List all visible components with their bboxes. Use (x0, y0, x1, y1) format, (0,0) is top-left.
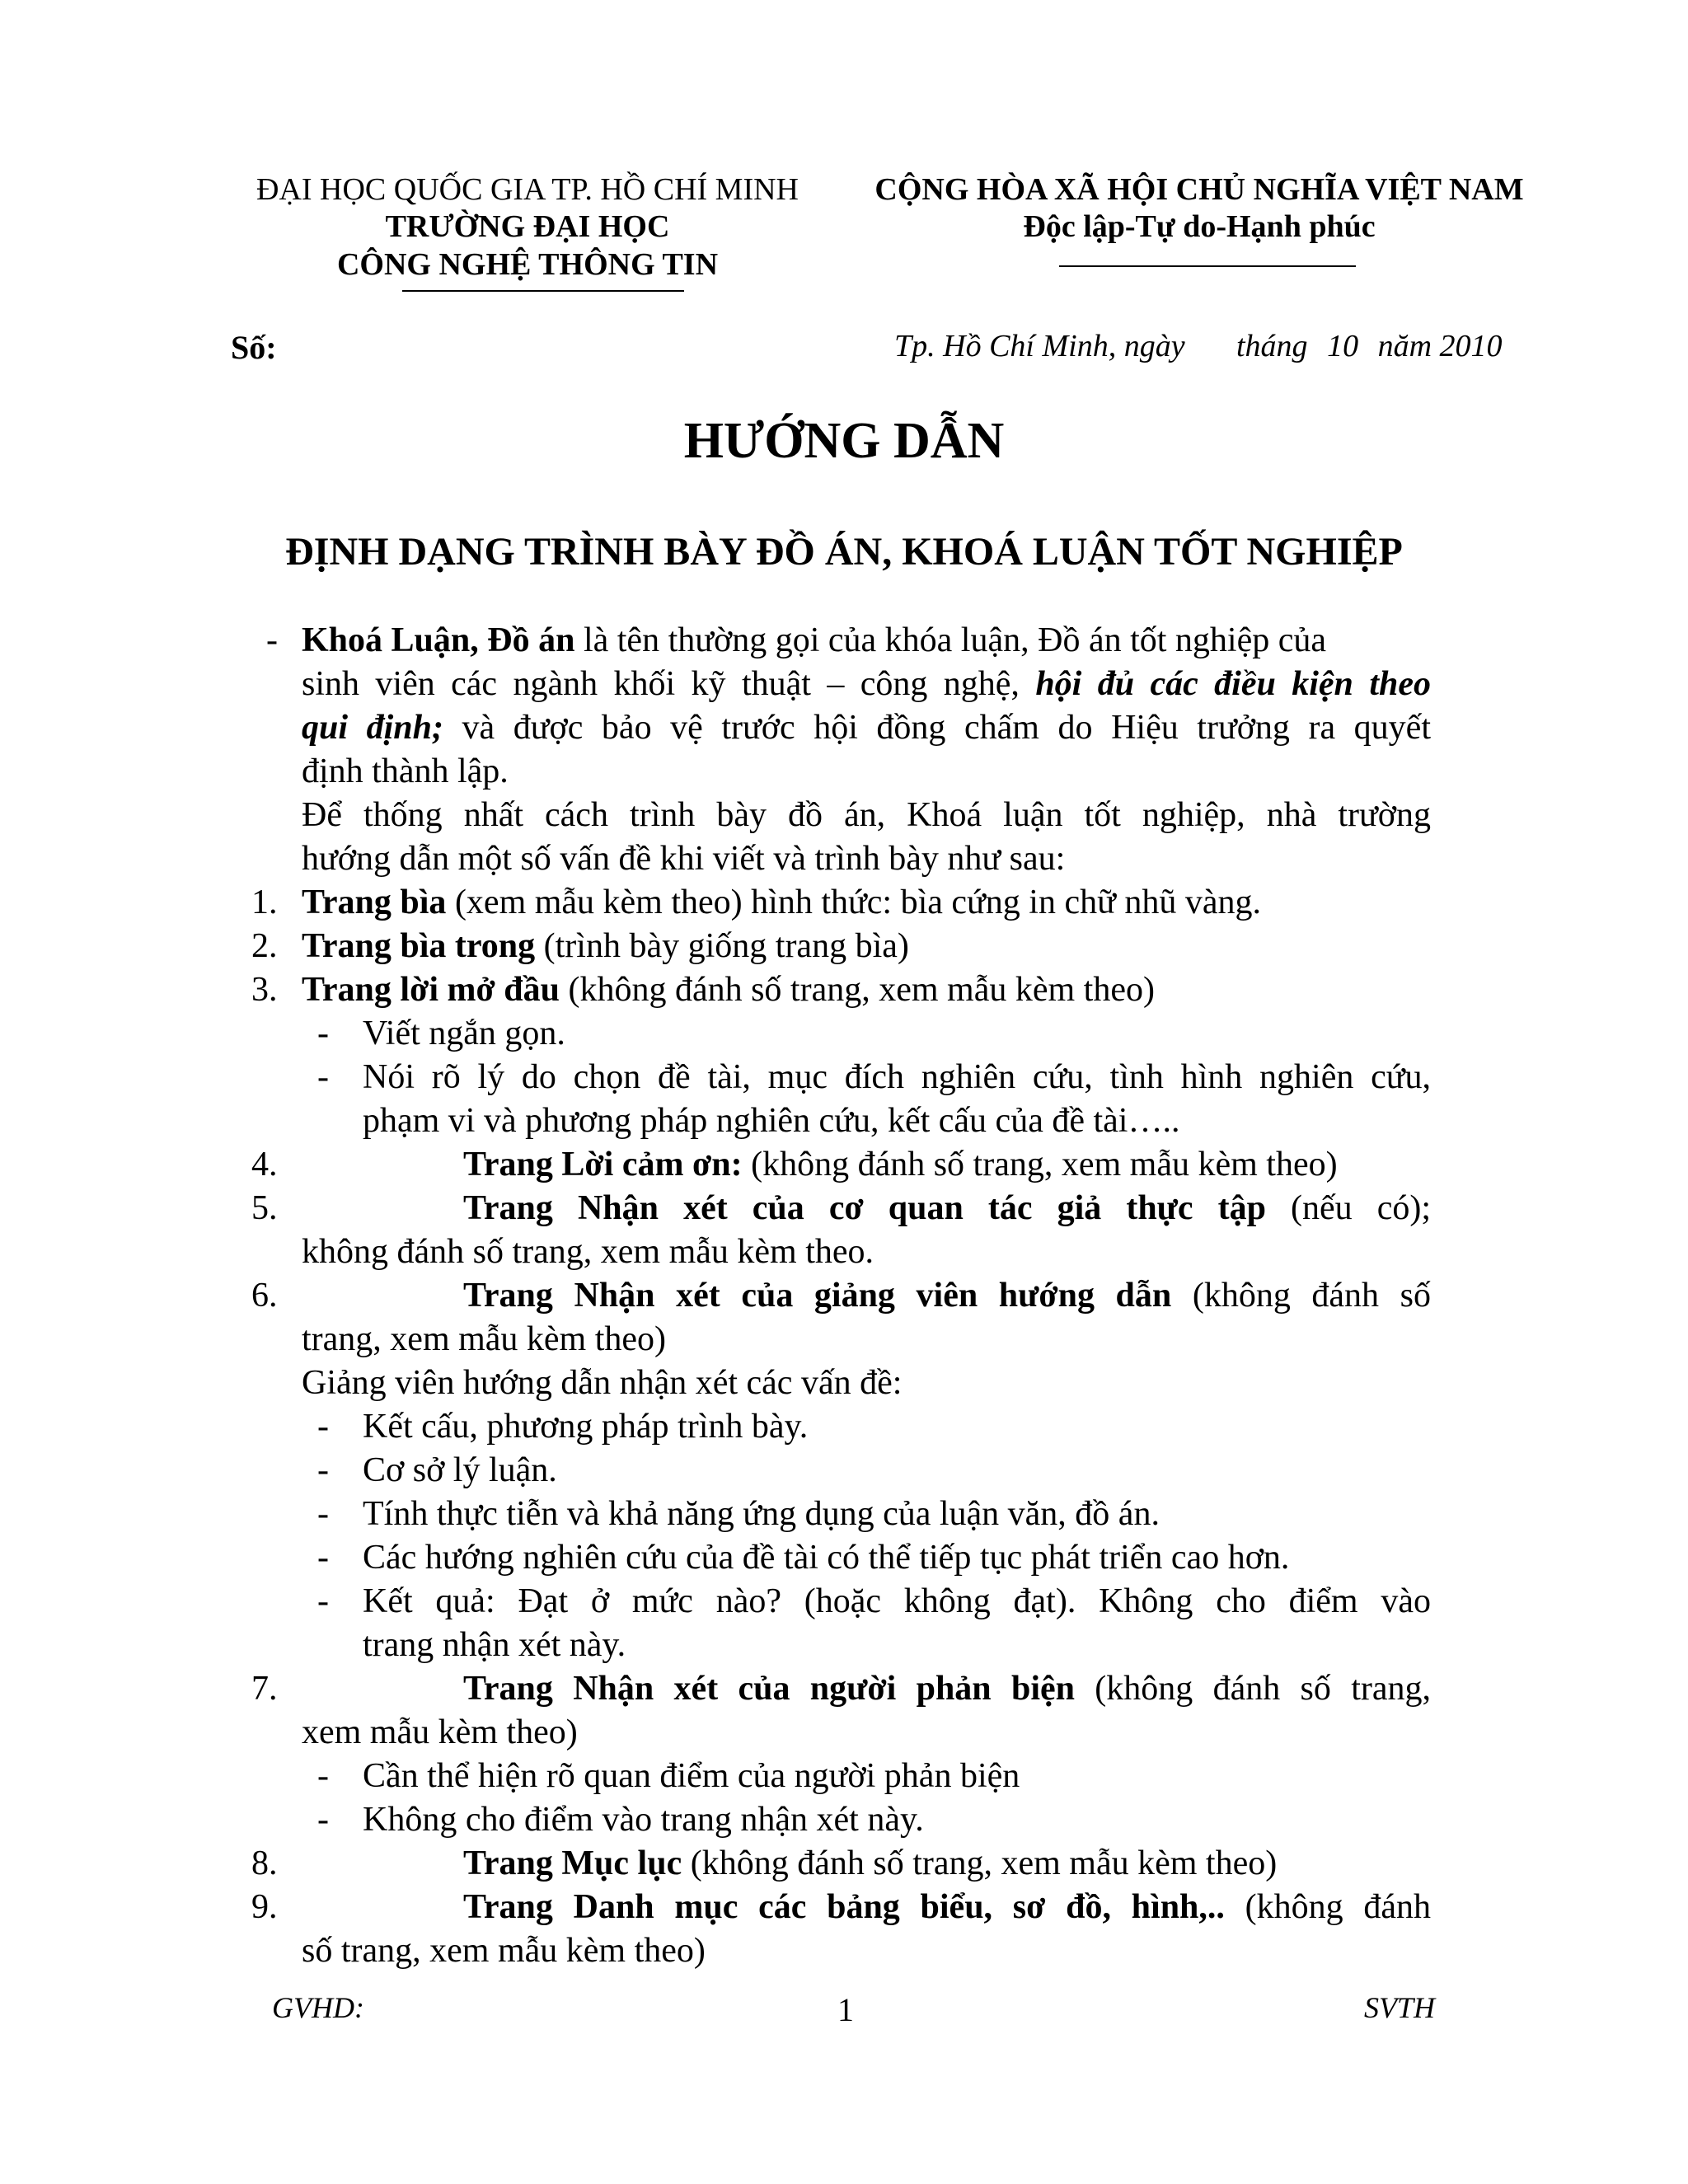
item-7-sub-2-dash: - (317, 1801, 329, 1839)
item-2-number: 2. (251, 927, 278, 965)
item-1-line (302, 881, 1261, 925)
intro-emphasis-1: hội đủ các điều kiện theo (1035, 665, 1431, 703)
item-6-sub-1-dash: - (317, 1408, 329, 1446)
item-3-sub-2: Nói rõ lý do chọn đề tài, mục đích nghiên cứu, tình hình nghiên cứu, (363, 1058, 1431, 1096)
left-header-rule (402, 290, 684, 292)
item-3-sub-3: phạm vi và phương pháp nghiên cứu, kết cấu của đề tài….. (363, 1102, 1180, 1140)
item-7-sub-1-dash: - (317, 1757, 329, 1795)
month-value: 10 (1327, 329, 1359, 363)
item-3-number: 3. (251, 971, 278, 1009)
item-7-text: (không đánh số trang, (1075, 1670, 1431, 1708)
item-4-heading: Trang Lời cảm ơn: (463, 1146, 743, 1183)
intro-text-2: sinh viên các ngành khối kỹ thuật – công nghệ, (302, 665, 1036, 703)
school-name-line1: TRƯỜNG ĐẠI HỌC (385, 209, 670, 244)
item-6-line (463, 1274, 1431, 1318)
item-3-sub-1-dash: - (317, 1015, 329, 1052)
right-header-rule (1059, 265, 1356, 267)
item-8-number: 8. (251, 1844, 278, 1882)
item-5-continuation: không đánh số trang, xem mẫu kèm theo. (302, 1233, 874, 1271)
item-6-sub-6: trang nhận xét này. (363, 1626, 626, 1664)
year-value: 2010 (1439, 329, 1503, 363)
item-7-sub-1: Cần thể hiện rõ quan điểm của người phản biện (363, 1757, 1020, 1795)
place-date (894, 328, 1185, 364)
document-subtitle: ĐỊNH DẠNG TRÌNH BÀY ĐỒ ÁN, KHOÁ LUẬN TỐT NGHIỆP (285, 530, 1403, 574)
intro-line-6: hướng dẫn một số vấn đề khi viết và trình bày như sau: (302, 840, 1066, 878)
item-4-number: 4. (251, 1146, 278, 1183)
item-6-lead: Giảng viên hướng dẫn nhận xét các vấn đề: (302, 1364, 903, 1402)
item-9-line (463, 1886, 1431, 1929)
page-number: 1 (837, 1991, 854, 2028)
item-7-continuation: xem mẫu kèm theo) (302, 1713, 578, 1751)
item-6-text: (không đánh số (1171, 1277, 1431, 1315)
intro-line-2 (302, 663, 1431, 706)
document-title: HƯỚNG DẪN (683, 413, 1005, 469)
item-6-sub-5-dash: - (317, 1582, 329, 1620)
item-9-number: 9. (251, 1888, 278, 1926)
footer-student-label: SVTH (1364, 1991, 1436, 2024)
intro-emphasis-2: qui định; (302, 709, 443, 747)
footer-supervisor-label: GVHD: (272, 1991, 364, 2024)
item-6-sub-5: Kết quả: Đạt ở mức nào? (hoặc không đạt). Không cho điểm vào (363, 1582, 1431, 1620)
item-2-heading: Trang bìa trong (302, 927, 536, 965)
item-7-number: 7. (251, 1670, 278, 1708)
item-1-heading: Trang bìa (302, 883, 447, 921)
month-label: tháng (1236, 329, 1308, 363)
item-1-number: 1. (251, 883, 278, 921)
item-2-line (302, 925, 909, 968)
item-5-heading: Trang Nhận xét của cơ quan tác giả thực tập (463, 1189, 1266, 1227)
item-8-text: (không đánh số trang, xem mẫu kèm theo) (682, 1844, 1278, 1882)
intro-text-3: và được bảo vệ trước hội đồng chấm do Hiệu trưởng ra quyết (443, 709, 1431, 747)
school-name-line2: CÔNG NGHỆ THÔNG TIN (336, 247, 719, 282)
item-5-number: 5. (251, 1189, 278, 1227)
item-1-text: (xem mẫu kèm theo) hình thức: bìa cứng in chữ nhũ vàng. (446, 883, 1261, 921)
item-7-heading: Trang Nhận xét của người phản biện (463, 1670, 1075, 1708)
intro-line-4: định thành lập. (302, 752, 509, 790)
republic-name: CỘNG HÒA XÃ HỘI CHỦ NGHĨA VIỆT NAM (874, 172, 1524, 207)
item-3-sub-2-dash: - (317, 1058, 329, 1096)
intro-text-1: là tên thường gọi của khóa luận, Đồ án tốt nghiệp của (574, 621, 1327, 659)
item-6-sub-2: Cơ sở lý luận. (363, 1451, 557, 1489)
item-4-text: (không đánh số trang, xem mẫu kèm theo) (742, 1146, 1338, 1183)
item-7-sub-2: Không cho điểm vào trang nhận xét này. (363, 1801, 924, 1839)
item-8-heading: Trang Mục lục (463, 1844, 682, 1882)
intro-line-5: Để thống nhất cách trình bày đồ án, Khoá luận tốt nghiệp, nhà trường (302, 796, 1431, 834)
item-3-text: (không đánh số trang, xem mẫu kèm theo) (559, 971, 1155, 1009)
item-6-sub-2-dash: - (317, 1451, 329, 1489)
item-4-line (463, 1143, 1338, 1187)
university-name: ĐẠI HỌC QUỐC GIA TP. HỒ CHÍ MINH (256, 172, 799, 207)
item-6-heading: Trang Nhận xét của giảng viên hướng dẫn (463, 1277, 1172, 1315)
place-date-text: Tp. Hồ Chí Minh, ngày (894, 329, 1185, 363)
intro-line-3 (302, 706, 1431, 750)
item-9-heading: Trang Danh mục các bảng biểu, sơ đồ, hình,.. (463, 1888, 1225, 1926)
item-6-sub-4: Các hướng nghiên cứu của đề tài có thể tiếp tục phát triển cao hơn. (363, 1539, 1290, 1577)
date-month-year (1236, 328, 1503, 364)
item-6-sub-1: Kết cấu, phương pháp trình bày. (363, 1408, 809, 1446)
item-6-sub-3-dash: - (317, 1495, 329, 1533)
item-5-text: (nếu có); (1265, 1189, 1431, 1227)
year-label: năm (1377, 329, 1432, 363)
intro-bold: Khoá Luận, Đồ án (302, 621, 575, 659)
item-3-sub-1: Viết ngắn gọn. (363, 1015, 565, 1052)
item-7-line (463, 1667, 1431, 1711)
item-6-sub-4-dash: - (317, 1539, 329, 1577)
item-3-line (302, 968, 1155, 1012)
item-5-line (463, 1187, 1431, 1230)
item-6-number: 6. (251, 1277, 278, 1315)
item-8-line (463, 1842, 1277, 1886)
document-number-label: Số: (231, 329, 277, 366)
intro-line-1 (302, 619, 1326, 663)
item-2-text: (trình bày giống trang bìa) (535, 927, 909, 965)
national-motto: Độc lập-Tự do-Hạnh phúc (1023, 209, 1376, 244)
item-9-continuation: số trang, xem mẫu kèm theo) (302, 1932, 706, 1970)
item-9-text: (không đánh (1224, 1888, 1431, 1926)
item-6-sub-3: Tính thực tiễn và khả năng ứng dụng của luận văn, đồ án. (363, 1495, 1160, 1533)
item-6-continuation: trang, xem mẫu kèm theo) (302, 1320, 667, 1358)
intro-dash: - (266, 621, 278, 659)
item-3-heading: Trang lời mở đầu (302, 971, 560, 1009)
